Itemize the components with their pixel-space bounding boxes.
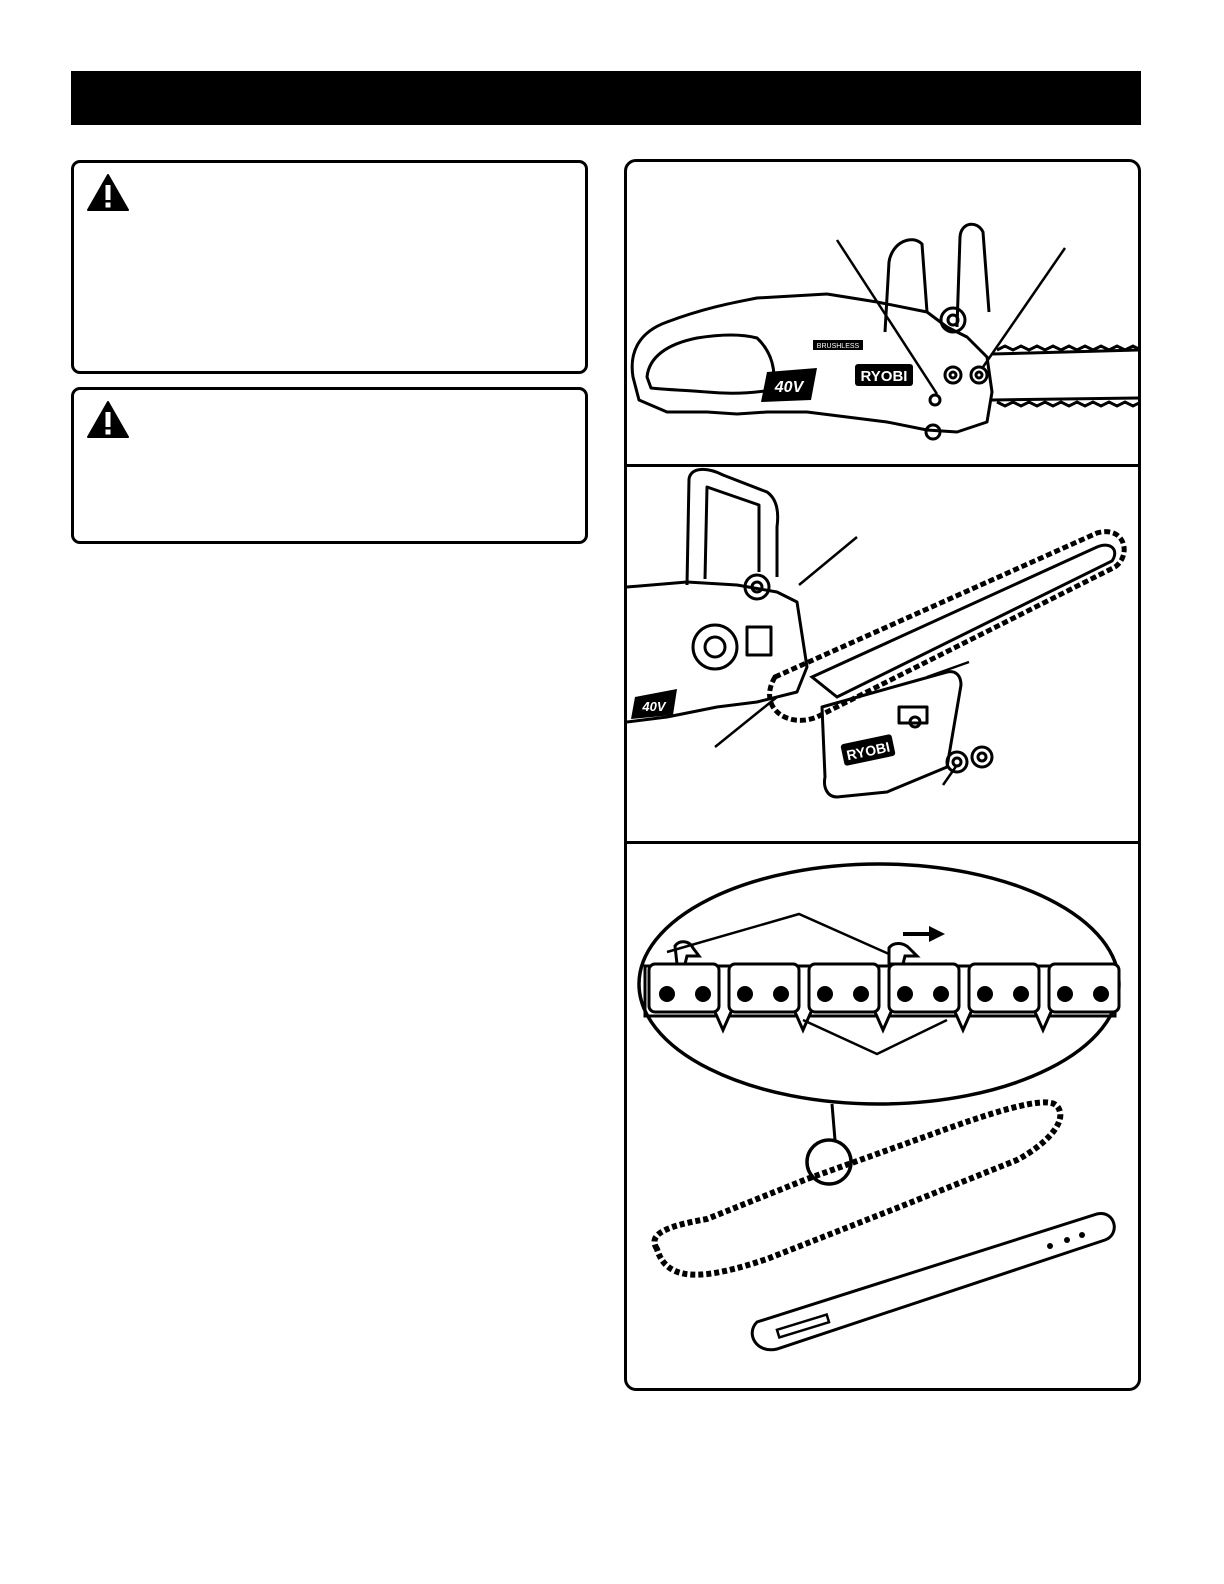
figure-panel-chain-direction <box>627 844 1138 1388</box>
warning-box-1 <box>71 160 588 374</box>
warning-triangle-icon <box>86 173 130 213</box>
illustration-frame <box>624 159 1141 1391</box>
motor-label: BRUSHLESS <box>816 343 860 350</box>
chainsaw-exploded-illustration <box>627 467 1138 841</box>
section-header-bar <box>71 71 1141 125</box>
voltage-label: 40V <box>642 699 666 714</box>
voltage-label: 40V <box>774 379 804 396</box>
figure-panel-chainsaw-exploded-view <box>627 467 1138 844</box>
chain-direction-illustration <box>627 844 1138 1388</box>
warning-box-2 <box>71 387 588 544</box>
figure-panel-chainsaw-side-view <box>627 162 1138 467</box>
brand-label: RYOBI <box>860 368 908 385</box>
brand-label: RYOBI <box>845 738 892 764</box>
chainsaw-side-illustration <box>627 162 1138 464</box>
saw-chain-loop <box>654 1102 1060 1274</box>
warning-triangle-icon <box>86 400 130 440</box>
